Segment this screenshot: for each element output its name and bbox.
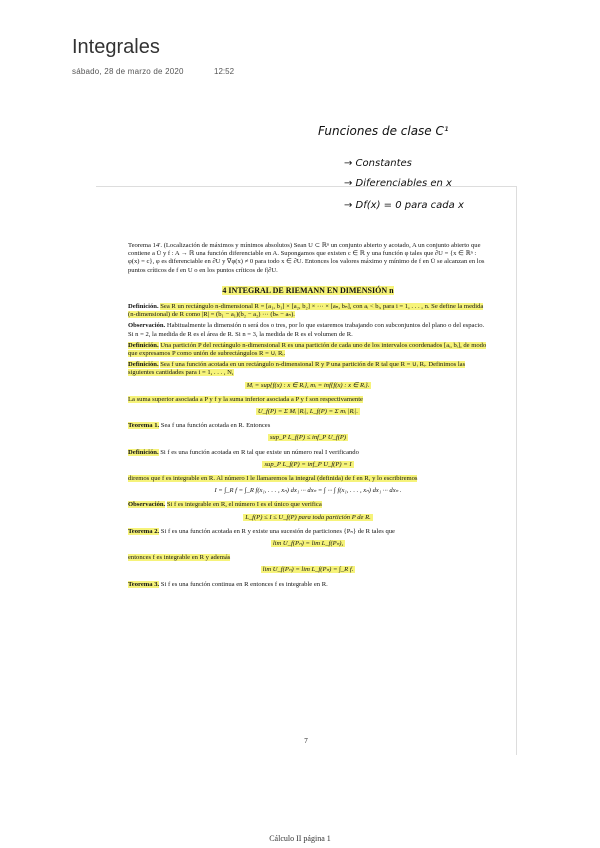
handwritten-item-3: → Df(x) = 0 para cada x <box>344 200 464 211</box>
definition-4-cont: diremos que f es integrable en R. Al número I le llamaremos la integral (definida) de f en R, y lo escribiremos <box>128 475 418 483</box>
observation-2: Observación. Si f es integrable en R, el número I es el único que verifica <box>128 501 322 509</box>
handwritten-heading: Funciones de clase C¹ <box>318 124 449 138</box>
definition-1: Definición. Sea R un rectángulo n-dimensional R = [a₁, b₁] × [a₂, b₂] × ··· × [aₙ, bₙ], con aᵢ < bᵢ, para i = 1, . . . , n. Se define la medida (n-dimensional) de R como |R| = (b₁ − a₁)(b₂ − a₂) ··· (bₙ − aₙ). <box>128 303 484 319</box>
definition-3: Definición. Sea f una función acotada en un rectángulo n-dimensional R y P una partición de R tal que R = ∪ᵢ Rᵢ. Definimos las siguientes cantidades para i = 1, . . . , N, <box>128 361 466 377</box>
page-time: 12:52 <box>214 67 235 76</box>
page-number: 7 <box>304 737 308 745</box>
footer-text: Cálculo II página 1 <box>269 834 331 843</box>
formula-theorem-2b: lim U_f(Pₙ) = lim L_f(Pₙ) = ∫_R f. <box>262 566 354 574</box>
formula-definition-4: sup_P L_f(P) = inf_P U_f(P) = I <box>264 460 352 468</box>
formula-observation-2: L_f(P) ≤ I ≤ U_f(P) para toda partición P de R. <box>245 513 371 521</box>
handwritten-item-2: → Diferenciables en x <box>344 178 452 189</box>
page-date: sábado, 28 de marzo de 2020 <box>72 67 184 76</box>
formula-integral: I = ∫_R f = ∫_R f(x₁, . . . , xₙ) dx₁ ··· dxₙ = ∫ ··· ∫ f(x₁, . . . , xₙ) dx₁ ··· dxₙ . <box>214 487 402 495</box>
teorema-14: Teorema 14'. (Localización de máximos y mínimos absolutos) Sean U ⊂ ℝⁿ un conjunto abierto y acotado, A un conjunto abierto que contiene a Ū y f : A → ℝ una función diferenciable en A. Supongamos que existen c ∈ ℝ y una función φ tales que ∂U = {x ∈ ℝⁿ : φ(x) = c}, φ es diferenciable en ∂U y ∇φ(x) ≠ 0 para todo x ∈ ∂U. Entonces los valores máximo y mínimo de f en Ū se alcanzan en los puntos críticos de f en U o en los puntos críticos de f|∂U. <box>128 242 485 274</box>
formula-theorem-2a: lim U_f(Pₙ) = lim L_f(Pₙ), <box>272 540 344 548</box>
handwritten-item-1: → Constantes <box>344 158 412 169</box>
definition-4: Definición. Si f es una función acotada en R tal que existe un número real I verificando <box>128 448 359 456</box>
theorem-3: Teorema 3. Si f es una función continua en R entonces f es integrable en R. <box>128 580 328 588</box>
observation-1: Observación. Habitualmente la dimensión n será dos o tres, por lo que estaremos trabajando con subconjuntos del plano o del espacio. Si n = 2, la medida de R es el área de R. Si n = 3, la medida de R es el volumen de R. <box>128 322 485 338</box>
definition-2: Definición. Una partición P del rectángulo n-dimensional R es una partición de cada uno de los intervalos coordenados [aᵢ, bᵢ], de modo que expresamos P como unión de subrectángulos R = ∪ᵢ Rᵢ. <box>128 341 487 358</box>
pasted-document-page <box>96 186 517 755</box>
theorem-1: Teorema 1. Sea f una función acotada en R. Entonces <box>128 422 271 430</box>
formula-sums: U_f(P) = Σ Mᵢ |Rᵢ|, L_f(P) = Σ mᵢ |Rᵢ|. <box>257 408 359 416</box>
page-title: Integrales <box>72 36 160 58</box>
formula-mi: Mᵢ = sup{f(x) : x ∈ Rᵢ}, mᵢ = inf{f(x) : x ∈ Rᵢ}. <box>246 381 370 389</box>
theorem-2: Teorema 2. Si f es una función acotada en R y existe una sucesión de particiones {Pₙ} de R tales que <box>128 527 395 535</box>
sums-text: La suma superior asociada a P y f y la suma inferior asociada a P y f son respectivamente <box>128 395 363 403</box>
theorem-2-cont: entonces f es integrable en R y además <box>128 554 231 562</box>
section-heading: 4 INTEGRAL DE RIEMANN EN DIMENSIÓN n <box>222 285 394 295</box>
formula-theorem-1: sup_P L_f(P) ≤ inf_P U_f(P) <box>269 434 347 442</box>
